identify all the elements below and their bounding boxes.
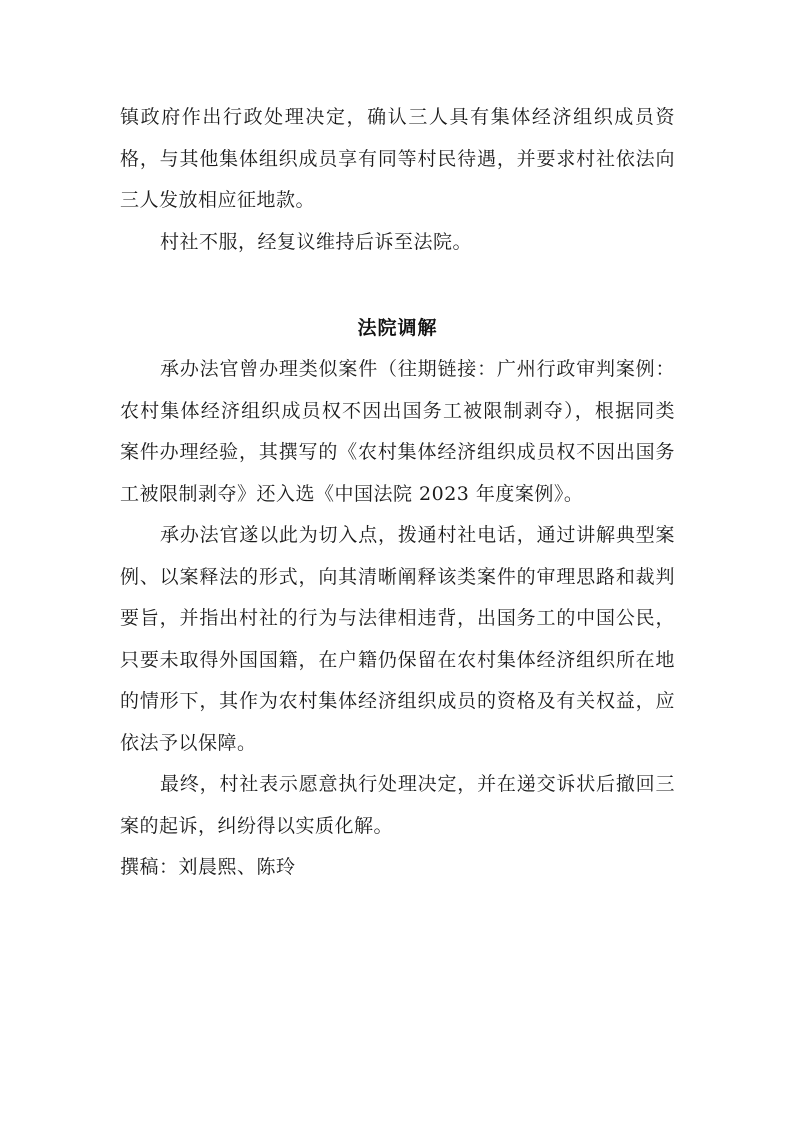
mediation-paragraph-1: 承办法官曾办理类似案件（往期链接：广州行政审判案例：农村集体经济组织成员权不因出国务工被限制剥夺），根据同类案件办理经验，其撰写的《农村集体经济组织成员权不因出国务工被限制剥夺》还入选《中国法院 2023 年度案例》。 — [120, 358, 675, 505]
mediation-paragraph-3: 最终，村社表示愿意执行处理决定，并在递交诉状后撤回三案的起诉，纠纷得以实质化解。 — [120, 773, 675, 837]
intro-section — [120, 97, 675, 263]
mediation-section — [120, 349, 675, 889]
intro-paragraph-1: 镇政府作出行政处理决定，确认三人具有集体经济组织成员资格，与其他集体组织成员享有同等村民待遇，并要求村社依法向三人发放相应征地款。 — [120, 106, 675, 211]
mediation-paragraph-2: 承办法官遂以此为切入点，拨通村社电话，通过讲解典型案例、以案释法的形式，向其清晰阐释该类案件的审理思路和裁判要旨，并指出村社的行为与法律相违背，出国务工的中国公民，只要未取得外国国籍，在户籍仍保留在农村集体经济组织所在地的情形下，其作为农村集体经济组织成员的资格及有关权益，应依法予以保障。 — [120, 524, 675, 754]
byline: 撰稿：刘晨熙、陈玲 — [120, 856, 296, 878]
intro-paragraph-2: 村社不服，经复议维持后诉至法院。 — [160, 230, 473, 253]
section-heading: 法院调解 — [357, 317, 438, 339]
